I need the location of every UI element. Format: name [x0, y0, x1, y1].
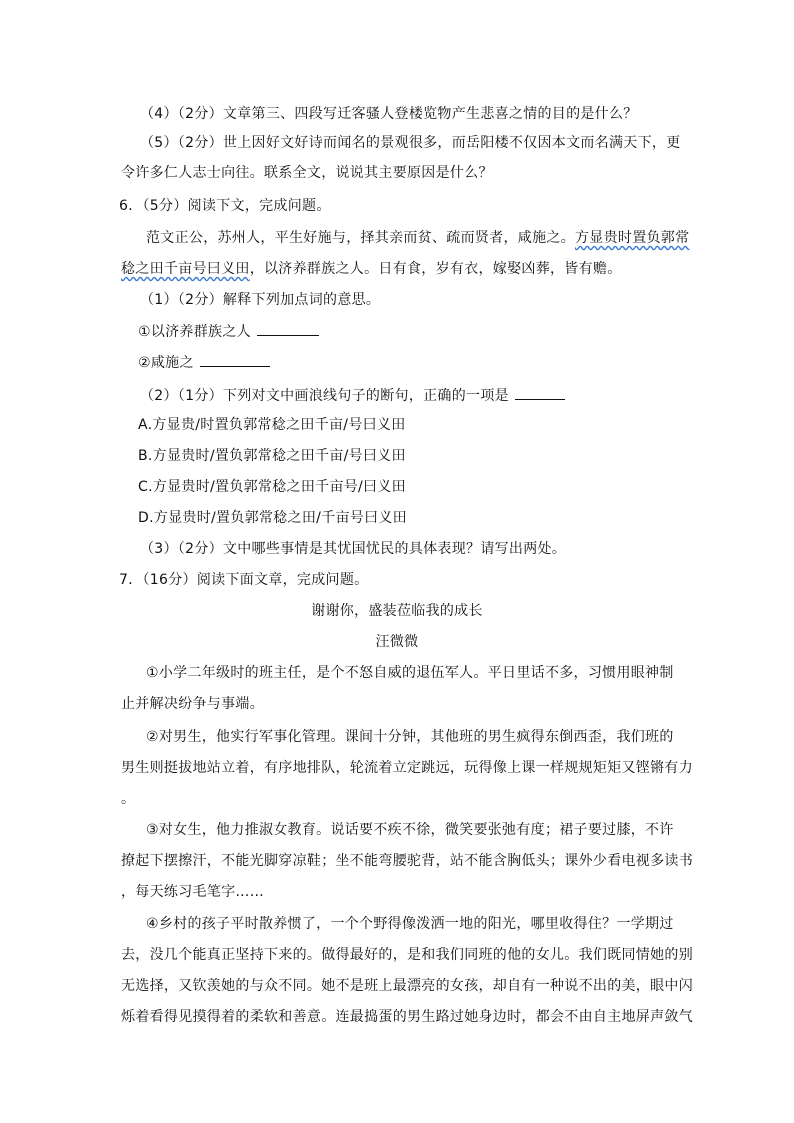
q6-sub2-text: （2）（1分）下列对文中画浪线句子的断句，正确的一项是 — [140, 388, 509, 404]
article-line: 止并解决纷争与事端。 — [121, 696, 264, 712]
article-line: 烁着看得见摸得着的柔软和善意。连最捣蛋的男生路过她身边时，都会不由自主地屏声敛气 — [121, 1009, 693, 1025]
q6-passage-line1 — [146, 228, 689, 248]
q6-option-d: D.方显贵时/置负郭常稔之田/千亩号曰义田 — [138, 510, 407, 526]
answer-blank — [515, 385, 565, 400]
q5-sub5-line2: 令许多仁人志士向往。联系全文，说说其主要原因是什么？ — [121, 165, 493, 181]
q6-option-c: C.方显贵时/置负郭常稔之田千亩号/曰义田 — [138, 479, 406, 495]
article-line: 去，没几个能真正坚持下来的。做得最好的，是和我们同班的他的女儿。我们既同情她的别 — [121, 947, 693, 963]
q6-sub1-item2 — [138, 352, 270, 373]
article-line: ③对女生，他力推淑女教育。说话要不疾不徐，微笑要张弛有度；裙子要过膝，不许 — [146, 822, 674, 838]
q5-sub5-line1: （5）（2分）世上因好文好诗而闻名的景观很多，而岳阳楼不仅因本文而名满天下，更 — [140, 135, 681, 151]
q7-header: 7．（16分）阅读下面文章，完成问题。 — [119, 572, 369, 588]
article-line: 撩起下摆擦汗，不能光脚穿凉鞋；坐不能弯腰驼背，站不能含胸低头；课外少看电视多读书 — [121, 853, 693, 869]
q6-sub1-item1 — [138, 321, 319, 342]
q6-option-b: B.方显贵时/置负郭常稔之田千亩/号曰义田 — [138, 448, 406, 464]
article-line: ①小学二年级时的班主任，是个不怒自威的退伍军人。平日里话不多，习惯用眼神制 — [146, 665, 674, 681]
q5-sub4: （4）（2分）文章第三、四段写迁客骚人登楼览物产生悲喜之情的目的是什么？ — [140, 106, 638, 122]
article-line: ，每天练习毛笔字…… — [121, 884, 264, 900]
q6-passage-text: ，以济养群族之人。日有食，岁有衣，嫁娶凶葬，皆有赡。 — [249, 261, 622, 277]
q6-sub1: （1）（2分）解释下列加点词的意思。 — [140, 292, 381, 308]
q6-header: 6．（5分）阅读下文，完成问题。 — [119, 198, 331, 214]
q6-sub3: （3）（2分）文中哪些事情是其忧国忧民的具体表现？请写出两处。 — [140, 541, 567, 557]
answer-blank — [200, 352, 270, 367]
article-line: ②对男生，他实行军事化管理。课间十分钟，其他班的男生疯得东倒西歪，我们班的 — [146, 729, 674, 745]
article-author: 汪微微 — [375, 634, 419, 650]
q6-option-a: A.方显贵/时置负郭常稔之田千亩/号曰义田 — [138, 417, 406, 433]
q6-sub2 — [140, 385, 565, 406]
article-line: 。 — [121, 791, 136, 807]
article-line: 男生则挺拔地站立着，有序地排队，轮流着立定跳远，玩得像上课一样规规矩矩又铿锵有力 — [121, 760, 693, 776]
q6-passage-text: 范文正公，苏州人，平生好施与，择其亲而贫、疏而贤者，咸施之。 — [146, 230, 575, 246]
q6-wavy-underlined-sentence: 方显贵时置负郭常 — [575, 230, 690, 246]
article-line: 无选择，又钦羡她的与众不同。她不是班上最漂亮的女孩，却自有一种说不出的美，眼中闪 — [121, 978, 693, 994]
article-title: 谢谢你，盛装莅临我的成长 — [311, 603, 483, 619]
answer-blank — [257, 321, 319, 336]
q6-wavy-underlined-sentence: 稔之田千亩号曰义田 — [121, 261, 250, 277]
q6-passage-line2 — [121, 259, 622, 279]
article-line: ④乡村的孩子平时散养惯了，一个个野得像泼洒一地的阳光，哪里收得住？一学期过 — [146, 916, 674, 932]
q6-sub1-item1-label: ①以济养群族之人 — [138, 324, 251, 340]
q6-sub1-item2-label: ②咸施之 — [138, 355, 194, 371]
